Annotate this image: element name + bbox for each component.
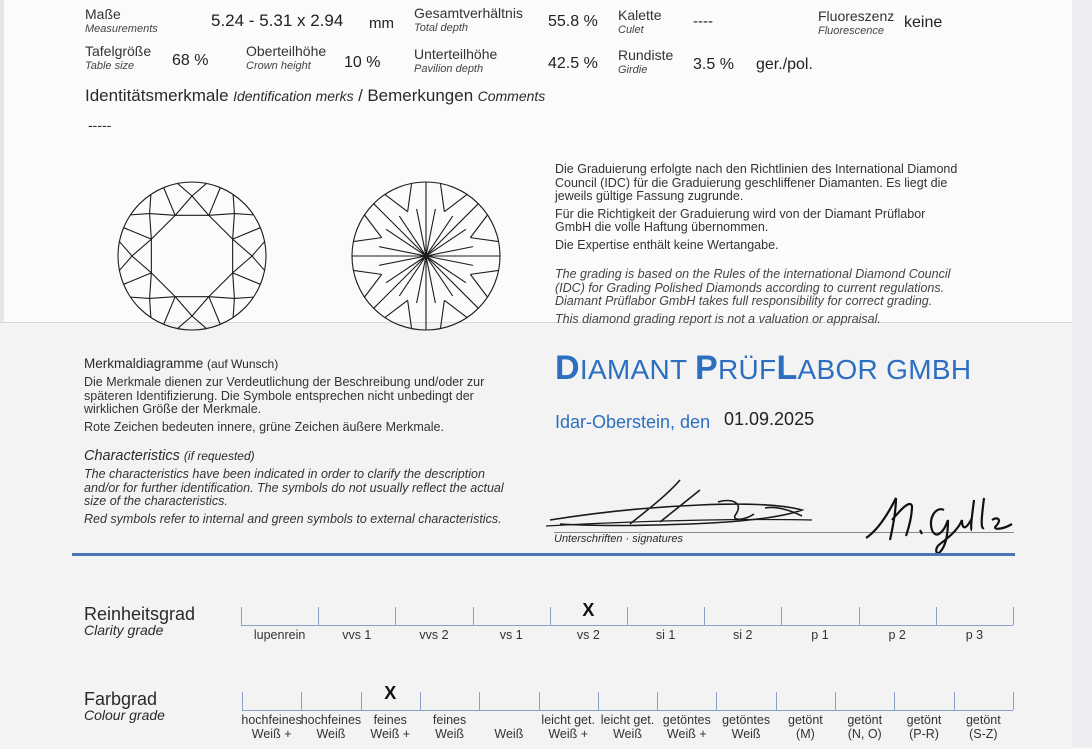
gesamt-value: 55.8 % bbox=[548, 13, 598, 30]
disclaimer-de-line: Für die Richtigkeit der Graduierung wird von der Diamant Prüflabor bbox=[555, 206, 926, 221]
facet-line bbox=[233, 298, 234, 317]
masse-unit: mm bbox=[369, 15, 394, 32]
colour-subtitle: Colour grade bbox=[84, 707, 165, 723]
identity-value: ----- bbox=[88, 117, 112, 133]
masse-value: 5.24 - 5.31 x 2.94 bbox=[211, 11, 344, 30]
scale-tick bbox=[598, 692, 599, 710]
grade-label-line: Weiß + bbox=[370, 727, 411, 741]
disclaimer-en bbox=[555, 268, 985, 326]
unterteil-sublabel: Pavilion depth bbox=[414, 63, 484, 75]
facet-line bbox=[374, 204, 426, 256]
gesamt-label: Gesamtverhältnis bbox=[414, 5, 523, 21]
facet-line bbox=[175, 297, 192, 316]
facet-line bbox=[175, 196, 192, 215]
diagrams-en-line: The characteristics have been indicated in order to clarify the description bbox=[84, 467, 485, 481]
facet-line bbox=[353, 238, 381, 242]
facet-line bbox=[233, 273, 261, 284]
facet-line bbox=[209, 297, 220, 325]
fluor-sublabel: Fluorescence bbox=[818, 25, 885, 37]
comments-en: Comments bbox=[477, 88, 546, 104]
facet-line bbox=[408, 300, 412, 328]
facet-line bbox=[470, 238, 498, 242]
grade-label-line: Weiß bbox=[316, 727, 346, 741]
facet-line bbox=[209, 297, 235, 299]
facet-line bbox=[192, 316, 206, 329]
diagrams-title-en bbox=[84, 448, 255, 464]
rundiste-extra: ger./pol. bbox=[756, 56, 813, 73]
comments-de: Bemerkungen bbox=[367, 86, 474, 105]
grade-label: lupenrein bbox=[253, 628, 306, 642]
scale-tick bbox=[473, 607, 474, 625]
facet-line bbox=[164, 297, 175, 325]
scale-tick bbox=[704, 607, 705, 625]
fluor-value: keine bbox=[904, 14, 943, 31]
facet-line bbox=[470, 215, 487, 238]
grade-label: si 1 bbox=[655, 628, 676, 642]
kalette-sublabel: Culet bbox=[618, 24, 644, 36]
grade-label: p 2 bbox=[888, 628, 906, 642]
facet-line bbox=[233, 239, 252, 256]
scale-line bbox=[242, 710, 1013, 711]
logo-letter-p: P bbox=[695, 349, 718, 387]
grade-label-line: (S-Z) bbox=[969, 727, 998, 741]
scale-tick bbox=[781, 607, 782, 625]
grade-label: si 2 bbox=[733, 628, 753, 642]
grade-label-line: leicht get. bbox=[600, 713, 655, 727]
logo-letter-d: D bbox=[555, 349, 580, 387]
grade-label bbox=[948, 713, 1019, 741]
clarity-subtitle: Clarity grade bbox=[84, 622, 164, 638]
facet-line bbox=[385, 300, 408, 317]
facet-line bbox=[209, 214, 235, 216]
grade-label: vs 1 bbox=[499, 628, 523, 642]
disclaimer-de-line: GmbH die volle Haftung übernommen. bbox=[555, 220, 769, 235]
grade-label-line: (M) bbox=[796, 727, 815, 741]
disclaimer-de bbox=[555, 163, 985, 253]
tafel-label: Tafelgröße bbox=[85, 43, 152, 59]
diagrams-de-line: späteren Identifizierung. Die Symbole entsprechen nicht unbedingt der bbox=[84, 388, 474, 403]
logo-part: ABOR GMBH bbox=[797, 354, 972, 385]
rundiste-sublabel: Girdie bbox=[618, 64, 648, 76]
diagrams-de-line: Rote Zeichen bedeuten innere, grüne Zeichen äußere Merkmale. bbox=[84, 419, 444, 434]
diagrams-en-line: size of the characteristics. bbox=[84, 494, 228, 509]
facet-line bbox=[150, 214, 152, 240]
diagrams-title-de-text: Merkmaldiagramme bbox=[84, 356, 204, 371]
facet-line bbox=[444, 300, 467, 317]
identity-de: Identitätsmerkmale bbox=[85, 86, 229, 105]
scale-tick bbox=[1013, 607, 1014, 625]
facet-line bbox=[374, 256, 426, 308]
scale-tick bbox=[657, 692, 658, 710]
scale-tick bbox=[716, 692, 717, 710]
signature-left bbox=[540, 472, 820, 534]
rundiste-label: Rundiste bbox=[618, 47, 674, 63]
grade-mark: X bbox=[582, 600, 595, 620]
disclaimer-de-line: Council (IDC) für die Graduierung geschliffener Diamanten. Es liegt die bbox=[555, 175, 948, 190]
facet-line bbox=[233, 256, 252, 273]
oberteil-sublabel: Crown height bbox=[246, 60, 311, 72]
facet-line bbox=[364, 274, 381, 297]
unterteil-label: Unterteilhöhe bbox=[414, 46, 498, 62]
scale-tick bbox=[539, 692, 540, 710]
facet-line bbox=[150, 194, 151, 213]
rundiste-value: 3.5 % bbox=[693, 56, 734, 73]
identity-sep: / bbox=[358, 86, 363, 105]
diagrams-en-line: and/or for further identification. The symbols do not usually reflect the actual bbox=[84, 480, 504, 495]
disclaimer-en-line: This diamond grading report is not a valuation or appraisal. bbox=[555, 311, 881, 326]
facet-line bbox=[132, 256, 151, 273]
grade-label-line: Weiß bbox=[494, 727, 524, 741]
diagrams-en-line: Red symbols refer to internal and green symbols to external characteristics. bbox=[84, 511, 502, 526]
facet-line bbox=[150, 298, 151, 317]
company-logo bbox=[555, 349, 971, 388]
grade-label: p 3 bbox=[965, 628, 984, 642]
disclaimer-de-line: Die Graduierung erfolgte nach den Richtlinien des International Diamond bbox=[555, 162, 958, 176]
facet-line bbox=[124, 273, 152, 284]
facet-line bbox=[209, 273, 233, 297]
disclaimer-en-line: The grading is based on the Rules of the international Diamond Council bbox=[555, 267, 951, 281]
facet-line bbox=[124, 228, 152, 239]
grade-label-line: (N, O) bbox=[847, 727, 882, 741]
scale-tick bbox=[301, 692, 302, 710]
disclaimer-de-line: jeweils gültige Fassung zugrunde. bbox=[555, 189, 744, 204]
scale-tick bbox=[395, 607, 396, 625]
facet-line bbox=[130, 214, 149, 215]
facet-line bbox=[234, 297, 253, 298]
scale-tick bbox=[859, 607, 860, 625]
facet-line bbox=[426, 256, 478, 308]
facet-line bbox=[132, 239, 151, 256]
crown-diagram bbox=[112, 176, 272, 336]
page-edge bbox=[1072, 0, 1092, 748]
facet-line bbox=[209, 188, 220, 216]
scale-tick bbox=[835, 692, 836, 710]
scale-tick bbox=[420, 692, 421, 710]
facet-line bbox=[119, 242, 132, 256]
oberteil-label: Oberteilhöhe bbox=[246, 43, 327, 59]
grade-label: vs 2 bbox=[576, 628, 600, 642]
scale-tick bbox=[894, 692, 895, 710]
grade-label: vvs 1 bbox=[342, 628, 372, 642]
scale-line bbox=[241, 625, 1013, 626]
colour-title: Farbgrad bbox=[84, 689, 158, 709]
facet-line bbox=[192, 183, 206, 196]
facet-line bbox=[440, 300, 444, 328]
grade-label-line: feines bbox=[373, 713, 407, 727]
signature-right bbox=[862, 490, 1022, 560]
diagrams-title-en-text: Characteristics bbox=[84, 448, 180, 464]
scale-tick bbox=[242, 692, 243, 710]
oberteil-value: 10 % bbox=[344, 54, 381, 71]
grade-label-line: Weiß bbox=[731, 727, 761, 741]
grade-label-line: getönt bbox=[906, 713, 942, 727]
facet-line bbox=[385, 194, 408, 211]
facet-line bbox=[426, 204, 478, 256]
scale-tick bbox=[318, 607, 319, 625]
diagrams-title-de-note: (auf Wunsch) bbox=[207, 357, 279, 371]
facet-line bbox=[233, 214, 235, 240]
facet-line bbox=[178, 316, 192, 329]
grade-label-line: getönt bbox=[847, 713, 883, 727]
grade-label-line: Weiß + bbox=[548, 727, 589, 741]
facet-line bbox=[150, 214, 176, 216]
grade-mark: X bbox=[384, 683, 397, 703]
facet-line bbox=[470, 270, 498, 274]
fluor-label: Fluoreszenz bbox=[818, 8, 895, 24]
unterteil-value: 42.5 % bbox=[548, 55, 598, 72]
grade-label: p 1 bbox=[811, 628, 829, 642]
kalette-value: ---- bbox=[693, 13, 713, 30]
grade-label-line: getönt bbox=[965, 713, 1001, 727]
disclaimer-en-line: (IDC) for Grading Polished Diamonds according to current regulations. bbox=[555, 280, 945, 295]
grade-label: vvs 2 bbox=[419, 628, 449, 642]
gesamt-sublabel: Total depth bbox=[414, 22, 469, 34]
scale-tick bbox=[479, 692, 480, 710]
grade-label-line: getöntes bbox=[662, 713, 711, 727]
scale-tick bbox=[776, 692, 777, 710]
disclaimer-en-line: Diamant Prüflabor GmbH takes full responsibility for correct grading. bbox=[555, 294, 933, 309]
issue-date: 01.09.2025 bbox=[724, 409, 815, 429]
diagrams-title-en-note: (if requested) bbox=[183, 449, 255, 463]
masse-sublabel: Measurements bbox=[85, 23, 158, 35]
scale-tick bbox=[936, 607, 937, 625]
facet-line bbox=[353, 270, 381, 274]
facet-line bbox=[150, 297, 176, 299]
scale-tick bbox=[1013, 692, 1014, 710]
facet-line bbox=[252, 256, 265, 270]
diagrams-text-en bbox=[84, 468, 539, 526]
facet-line bbox=[130, 297, 149, 298]
facet-line bbox=[119, 256, 132, 270]
scale-tick bbox=[627, 607, 628, 625]
scale-tick bbox=[241, 607, 242, 625]
facet-line bbox=[252, 242, 265, 256]
facet-line bbox=[408, 183, 412, 211]
grade-label-line: (P-R) bbox=[909, 727, 939, 741]
diagrams-title-de bbox=[84, 356, 278, 371]
grade-label-line: leicht get. bbox=[541, 713, 595, 727]
disclaimer-de-line: Die Expertise enthält keine Wertangabe. bbox=[555, 237, 779, 252]
grade-label-line: feines bbox=[432, 713, 467, 727]
kalette-label: Kalette bbox=[618, 7, 662, 23]
signatures-label: Unterschriften · signatures bbox=[554, 533, 683, 545]
facet-line bbox=[364, 215, 381, 238]
identity-en: Identification merks bbox=[233, 88, 354, 104]
logo-letter-l: L bbox=[776, 349, 798, 387]
facet-line bbox=[151, 273, 175, 297]
facet-line bbox=[470, 274, 487, 297]
grade-label-line: getönt bbox=[788, 713, 823, 727]
clarity-title: Reinheitsgrad bbox=[84, 604, 196, 624]
tafel-value: 68 % bbox=[172, 52, 209, 69]
grade-label-line: Weiß bbox=[613, 727, 642, 741]
logo-part: IAMANT bbox=[579, 354, 696, 385]
facet-line bbox=[209, 215, 233, 239]
facet-line bbox=[233, 228, 261, 239]
facet-line bbox=[164, 188, 175, 216]
facet-line bbox=[233, 273, 235, 299]
grade-label-line: Weiß bbox=[435, 727, 465, 741]
section-divider bbox=[72, 553, 1015, 556]
facet-line bbox=[192, 196, 209, 215]
facet-line bbox=[151, 215, 175, 239]
facet-line bbox=[440, 183, 444, 211]
facet-line bbox=[150, 273, 152, 299]
scale-tick bbox=[954, 692, 955, 710]
diagrams-de-line: wirklichen Größe der Merkmale. bbox=[84, 402, 262, 417]
diagrams-text-de bbox=[84, 376, 534, 434]
facet-line bbox=[234, 214, 253, 215]
diagrams-de-line: Die Merkmale dienen zur Verdeutlichung der Beschreibung und/oder zur bbox=[84, 375, 485, 389]
pavilion-diagram bbox=[346, 176, 506, 336]
masse-label: Maße bbox=[85, 6, 121, 22]
grade-label-line: hochfeines bbox=[300, 713, 362, 727]
grade-label-line: getöntes bbox=[722, 713, 771, 727]
facet-line bbox=[192, 297, 209, 316]
facet-line bbox=[444, 194, 467, 211]
identity-heading bbox=[85, 86, 545, 106]
facet-line bbox=[178, 183, 192, 196]
logo-part: RÜF bbox=[718, 354, 777, 385]
grade-label-line: hochfeines bbox=[241, 713, 302, 727]
grade-label-line: Weiß + bbox=[251, 727, 292, 741]
facet-line bbox=[233, 194, 234, 213]
grade-label-line: Weiß + bbox=[666, 727, 707, 741]
company-city: Idar-Oberstein, den bbox=[555, 412, 711, 432]
tafel-sublabel: Table size bbox=[85, 60, 135, 72]
girdle-outline bbox=[118, 182, 266, 330]
